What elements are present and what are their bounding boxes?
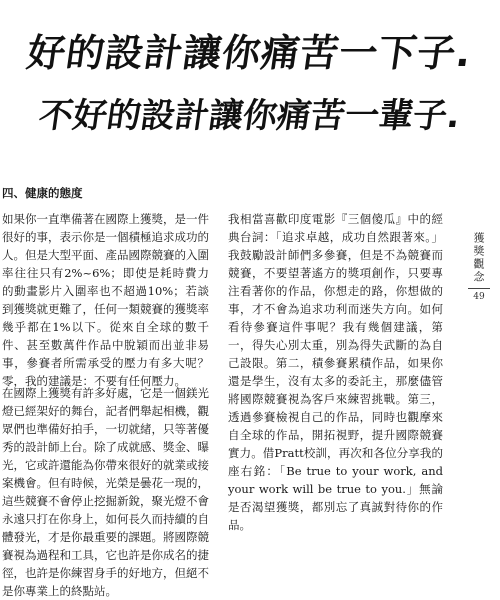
page-number: 49 bbox=[473, 292, 485, 302]
chapter-sidebar bbox=[470, 232, 488, 302]
left-paragraph-1: 如果你一直準備著在國際上獲獎，是一件很好的事，表示你是一個積極追求成功的人。但是大型平面、產品國際競賽的入圍率往往只有2%~6%；即使是耗時費力的動畫影片入圍率也不超過10%；若談到獲獎就更難了，任何一類競賽的獲獎率幾乎都在1%以下。從來自全球的數千件、甚至數萬件作品中脫穎而出並非易事，參賽者所需承受的壓力有多大呢？零，我的建議是：不要有任何壓力。 bbox=[2, 212, 209, 388]
right-paragraph-1: 我相當喜歡印度電影『三個傻瓜』中的經典台詞：「追求卓越，成功自然跟著來。」我鼓勵設計師們多參賽，但是不為競賽而競賽，不要望著遙方的獎項創作，只要專注看著你的作品，你想走的路，你想做的事，才不會為追求功利而迷失方向。如何看待參賽這件事呢？我有幾個建議，第一，得失心別太重，別為得失武斷的為自己設限。第二，積參賽累積作品，如果你還是學生，沒有太多的委託主，那麼儘管將國際競賽視為客戶來練習挑戰。第三，透過參賽檢視自己的作品，同時也觀摩來自全球的作品，開拓視野，提升國際競賽實力。借Pratt校訓，再次和各位分享我的座右銘：「Be true to your work, and your work will be true to you.」無論是否渴望獲獎，都別忘了真誠對待你的作品。 bbox=[228, 212, 443, 532]
handwritten-quote-line-2: 不好的設計讓你痛苦一輩子. bbox=[36, 96, 463, 136]
left-column-bottom bbox=[2, 384, 209, 600]
handwritten-quote-line-1: 好的設計讓你痛苦一下子. bbox=[24, 31, 475, 75]
left-paragraph-2: 在國際上獲獎有許多好處，它是一個鎂光燈已經架好的舞台，記者們舉起相機，觀眾們也準備好拍手，一切就緒，只等著優秀的設計師上台。除了成就感、獎金、曝光，它或許還能為你帶來很好的就業或接案機會。但有時候，光榮是曇花一現的，這些競賽不會停止挖掘新銳，聚光燈不會永遠只打在你身上，如何長久而持續的自體發光，才是你最重要的課題。將國際競賽視為過程和工具，它也許是你成名的捷徑，也許是你練習身手的好地方，但絕不是你專業上的終點站。 bbox=[2, 386, 209, 598]
section-heading: 四、健康的態度 bbox=[2, 186, 83, 200]
sidebar-divider bbox=[468, 288, 490, 289]
chapter-label: 獲獎觀念 bbox=[472, 232, 485, 284]
left-column-top bbox=[2, 210, 209, 390]
right-column bbox=[228, 210, 443, 534]
